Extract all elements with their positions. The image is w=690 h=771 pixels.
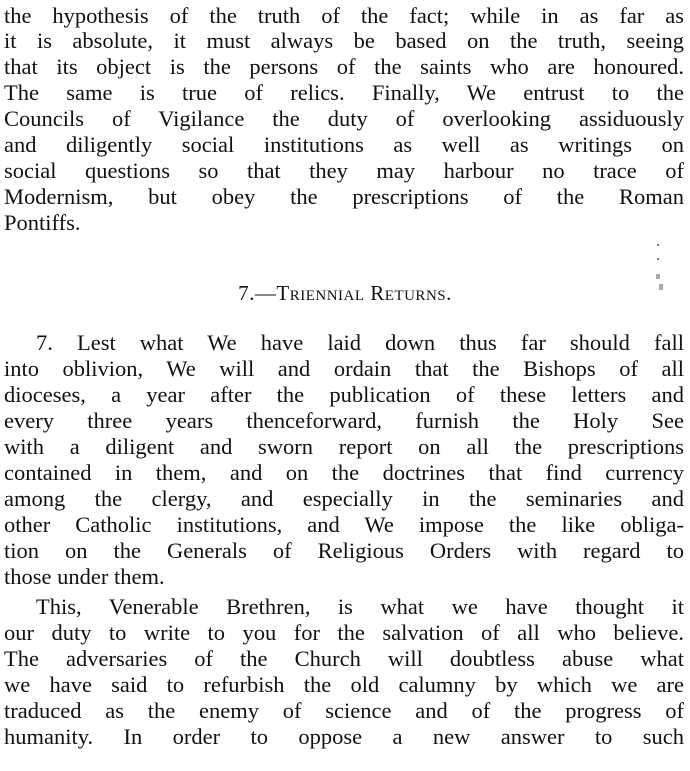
text-line: Councils of Vigilance the duty of overlooking assiduously	[4, 106, 684, 131]
text-line: that its object is the persons of the saints who are honoured.	[4, 54, 684, 79]
text-line: Pontiffs.	[4, 210, 81, 235]
text-line: among the clergy, and especially in the seminaries and	[4, 486, 684, 511]
text-line: with a diligent and sworn report on all the prescriptions	[4, 434, 684, 459]
print-speck	[659, 284, 663, 290]
text-line: social questions so that they may harbour no trace of	[4, 158, 684, 183]
text-line: The same is true of relics. Finally, We entrust to the	[4, 80, 684, 105]
text-line: those under them.	[4, 564, 165, 589]
text-line: tion on the Generals of Religious Orders with regard to	[4, 538, 684, 563]
section-title: Triennial Returns.	[276, 281, 452, 305]
print-speck	[657, 244, 659, 246]
text-line: traduced as the enemy of science and of the progress of	[4, 698, 684, 723]
text-line: the hypothesis of the truth of the fact; while in as far as	[4, 3, 684, 28]
section-number: 7.—	[238, 281, 277, 305]
section-heading	[0, 280, 690, 306]
text-line: our duty to write to you for the salvation of all who believe.	[4, 620, 684, 645]
print-speck	[657, 258, 659, 260]
text-line: it is absolute, it must always be based on the truth, seeing	[4, 28, 684, 53]
text-line: other Catholic institutions, and We impose the like obliga-	[4, 512, 684, 537]
text-line: into oblivion, We will and ordain that the Bishops of all	[4, 356, 684, 381]
text-line: dioceses, a year after the publication of these letters and	[4, 382, 684, 407]
text-line: The adversaries of the Church will doubtless abuse what	[4, 646, 684, 671]
text-line: contained in them, and on the doctrines that find currency	[4, 460, 684, 485]
text-line: every three years thenceforward, furnish the Holy See	[4, 408, 684, 433]
text-line: This, Venerable Brethren, is what we have thought it	[36, 594, 684, 619]
text-line: 7. Lest what We have laid down thus far should fall	[36, 330, 684, 355]
text-line: and diligently social institutions as well as writings on	[4, 132, 684, 157]
text-line: we have said to refurbish the old calumny by which we are	[4, 672, 684, 697]
print-speck	[656, 274, 660, 279]
text-line: humanity. In order to oppose a new answer to such	[4, 724, 684, 749]
text-line: Modernism, but obey the prescriptions of the Roman	[4, 184, 684, 209]
